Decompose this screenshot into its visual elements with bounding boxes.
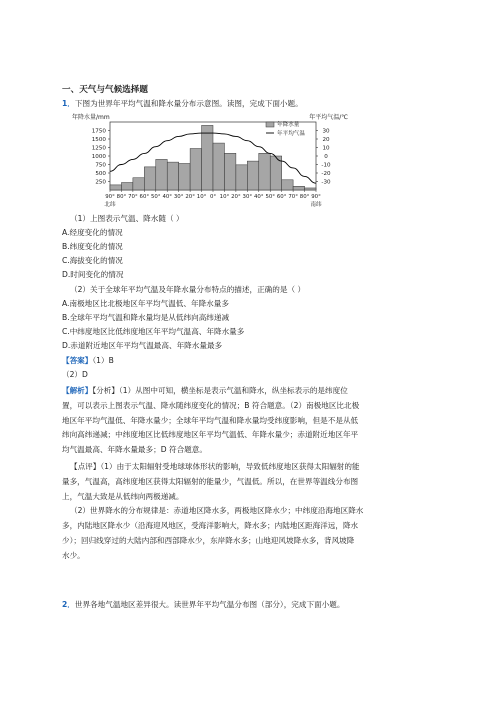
precip-bar: [133, 178, 144, 190]
x-tick-label: 80°: [116, 194, 127, 200]
analysis-line: 置，可以表示上图表示气温、降水随纬度变化的情况；B 符合题意。（2）南极地区比北极: [62, 400, 360, 410]
x-end-label-north: 北纬: [104, 202, 116, 208]
q1-sub1-option-a: A.经度变化的情况: [62, 228, 123, 237]
precip-bar: [224, 153, 235, 190]
comment-line: 水少。: [62, 550, 85, 560]
x-tick-label: 70°: [128, 194, 138, 200]
q1-sub1-option-d: D.时间变化的情况: [62, 270, 124, 279]
y-tick-label: 1250: [91, 145, 106, 152]
precip-bar: [110, 185, 121, 190]
q1-sub2-option-b: B.全球年平均气温和降水量均是从低纬向高纬递减: [62, 313, 230, 322]
q1-number: 1．: [62, 99, 75, 108]
comment-line: 多，内陆地区降水少（沿海迎风地区，受海洋影响大，降水多；内陆地区距海洋远，降水: [62, 521, 359, 531]
q2-number: 2．: [62, 600, 75, 609]
q1-sub1-option-c: C.海拔变化的情况: [62, 256, 123, 265]
x-tick-label: 10°: [196, 194, 207, 200]
comment-paragraph: [62, 460, 434, 564]
x-tick-label: 30°: [173, 194, 184, 200]
y-tick-label: 1500: [91, 137, 106, 143]
q1-sub2-option-c: C.中纬度地区比低纬度地区年平均气温高、年降水量多: [62, 327, 245, 336]
q1-sub1: （1）上图表示气温、降水随（ ）: [70, 214, 184, 223]
q1-sub2-option-a: A.南极地区比北极地区年平均气温低、年降水量多: [62, 299, 229, 308]
x-tick-label: 90°: [311, 194, 321, 200]
y2-tick-label: -30: [321, 179, 331, 186]
analysis-line: 均气温最高、年降水量最多；D 符合题意。: [62, 445, 207, 455]
precip-bar: [190, 149, 201, 190]
q1-stem: [62, 99, 303, 109]
x-tick-label: 40°: [253, 194, 264, 200]
q1-sub2-option-d: D.赤道附近地区年平均气温最高、年降水量最多: [62, 341, 223, 350]
legend-label-precip: 年降水量: [277, 122, 300, 128]
precip-bar: [156, 159, 167, 190]
analysis-tag: 【解析】: [62, 386, 93, 395]
answer-1: （1）B: [92, 356, 114, 365]
precip-bar: [213, 143, 224, 190]
precip-bar: [247, 161, 258, 190]
legend-label-temp: 年平均气温: [277, 131, 305, 137]
section-title: 一、天气与气候选择题: [62, 85, 148, 95]
x-tick-label: 20°: [231, 194, 241, 200]
analysis-line: 纬向高纬递减；中纬度地区比低纬度地区年平均气温低、年降水量少；赤道附近地区年平: [62, 430, 359, 440]
precip-bar: [144, 167, 155, 190]
comment-line: 量多，气温高，高纬度地区获得太阳辐射的能量少，气温低。所以，在世界等温线分布图: [62, 476, 359, 486]
answer-line: [62, 356, 114, 366]
y-tick-label: 1750: [91, 128, 106, 135]
x-tick-label: 70°: [288, 194, 298, 200]
y2-tick-label: -20: [321, 171, 331, 177]
comment-line: 少）；回归线穿过的大陆内部和西部降水少，东岸降水多；山地迎风坡降水多，背风坡降: [62, 535, 355, 545]
q1-stem-text: 下图为世界年平均气温和降水量分布示意图。读图，完成下面小题。: [74, 99, 303, 108]
precip-bar: [282, 180, 293, 190]
climate-chart: [70, 110, 350, 218]
precip-bar: [259, 153, 270, 190]
precip-bar: [293, 186, 304, 190]
y-tick-label: 1000: [91, 154, 106, 160]
x-tick-label: 50°: [150, 194, 161, 200]
comment-line: （2）世界降水的分布规律是：赤道地区降水多，两极地区降水少；中纬度沿海地区降水: [70, 506, 364, 516]
x-tick-label: 50°: [265, 194, 276, 200]
q2-stem-text: 世界各地气温地区差异很大。读世界年平均气温分布图（部分），完成下面小题。: [74, 600, 345, 609]
precip-bar: [305, 188, 316, 190]
x-tick-label: 0°: [209, 194, 217, 200]
y2-axis-label: 年平均气温/℃: [309, 114, 348, 121]
x-tick-label: 30°: [242, 194, 253, 200]
x-tick-label: 40°: [162, 194, 173, 200]
y2-tick-label: 20: [322, 137, 330, 143]
y2-tick-label: -10: [321, 162, 331, 169]
comment-line: 【点评】（1）由于太阳辐射受地球球体形状的影响，导致低纬度地区获得太阳辐射的能: [70, 462, 360, 471]
x-tick-label: 80°: [299, 194, 310, 200]
precip-bar: [236, 165, 247, 190]
legend-swatch-bar: [266, 122, 274, 127]
analysis-paragraph: [62, 384, 434, 458]
y2-tick-label: 10: [322, 145, 330, 152]
precip-bar: [179, 163, 190, 190]
analysis-line: 【分析】（1）从图中可知，横坐标是表示气温和降水，纵坐标表示的是纬度位: [92, 386, 348, 395]
x-tick-label: 20°: [185, 194, 195, 200]
y2-tick-label: 30: [322, 128, 330, 135]
answer-2: （2）D: [62, 370, 88, 379]
x-end-label-south: 南纬: [310, 202, 322, 208]
y2-tick-label: 0: [324, 154, 328, 160]
comment-line: 上，气温大致是从低纬向两极递减。: [62, 491, 184, 501]
analysis-line: 地区年平均气温低、年降水量少；全球年平均气温和降水量均受纬度影响，但是不是从低: [62, 415, 359, 425]
q1-sub1-option-b: B.纬度变化的情况: [62, 242, 123, 251]
precip-bar: [202, 125, 213, 190]
answer-tag: 【答案】: [62, 356, 93, 365]
precip-bar: [167, 162, 178, 190]
x-tick-label: 10°: [219, 194, 230, 200]
q1-sub2: （2）关于全球年平均气温及年降水量分布特点的描述，正确的是（ ）: [70, 285, 306, 294]
y-tick-label: 750: [95, 162, 106, 169]
x-tick-label: 60°: [276, 194, 287, 200]
y-axis-label: 年降水量/mm: [72, 114, 110, 121]
y-tick-label: 500: [95, 171, 106, 177]
x-tick-label: 60°: [139, 194, 150, 200]
q2-stem: [62, 600, 344, 610]
precip-bar: [121, 183, 132, 190]
y-tick-label: 250: [95, 179, 106, 186]
x-tick-label: 90°: [105, 194, 115, 200]
